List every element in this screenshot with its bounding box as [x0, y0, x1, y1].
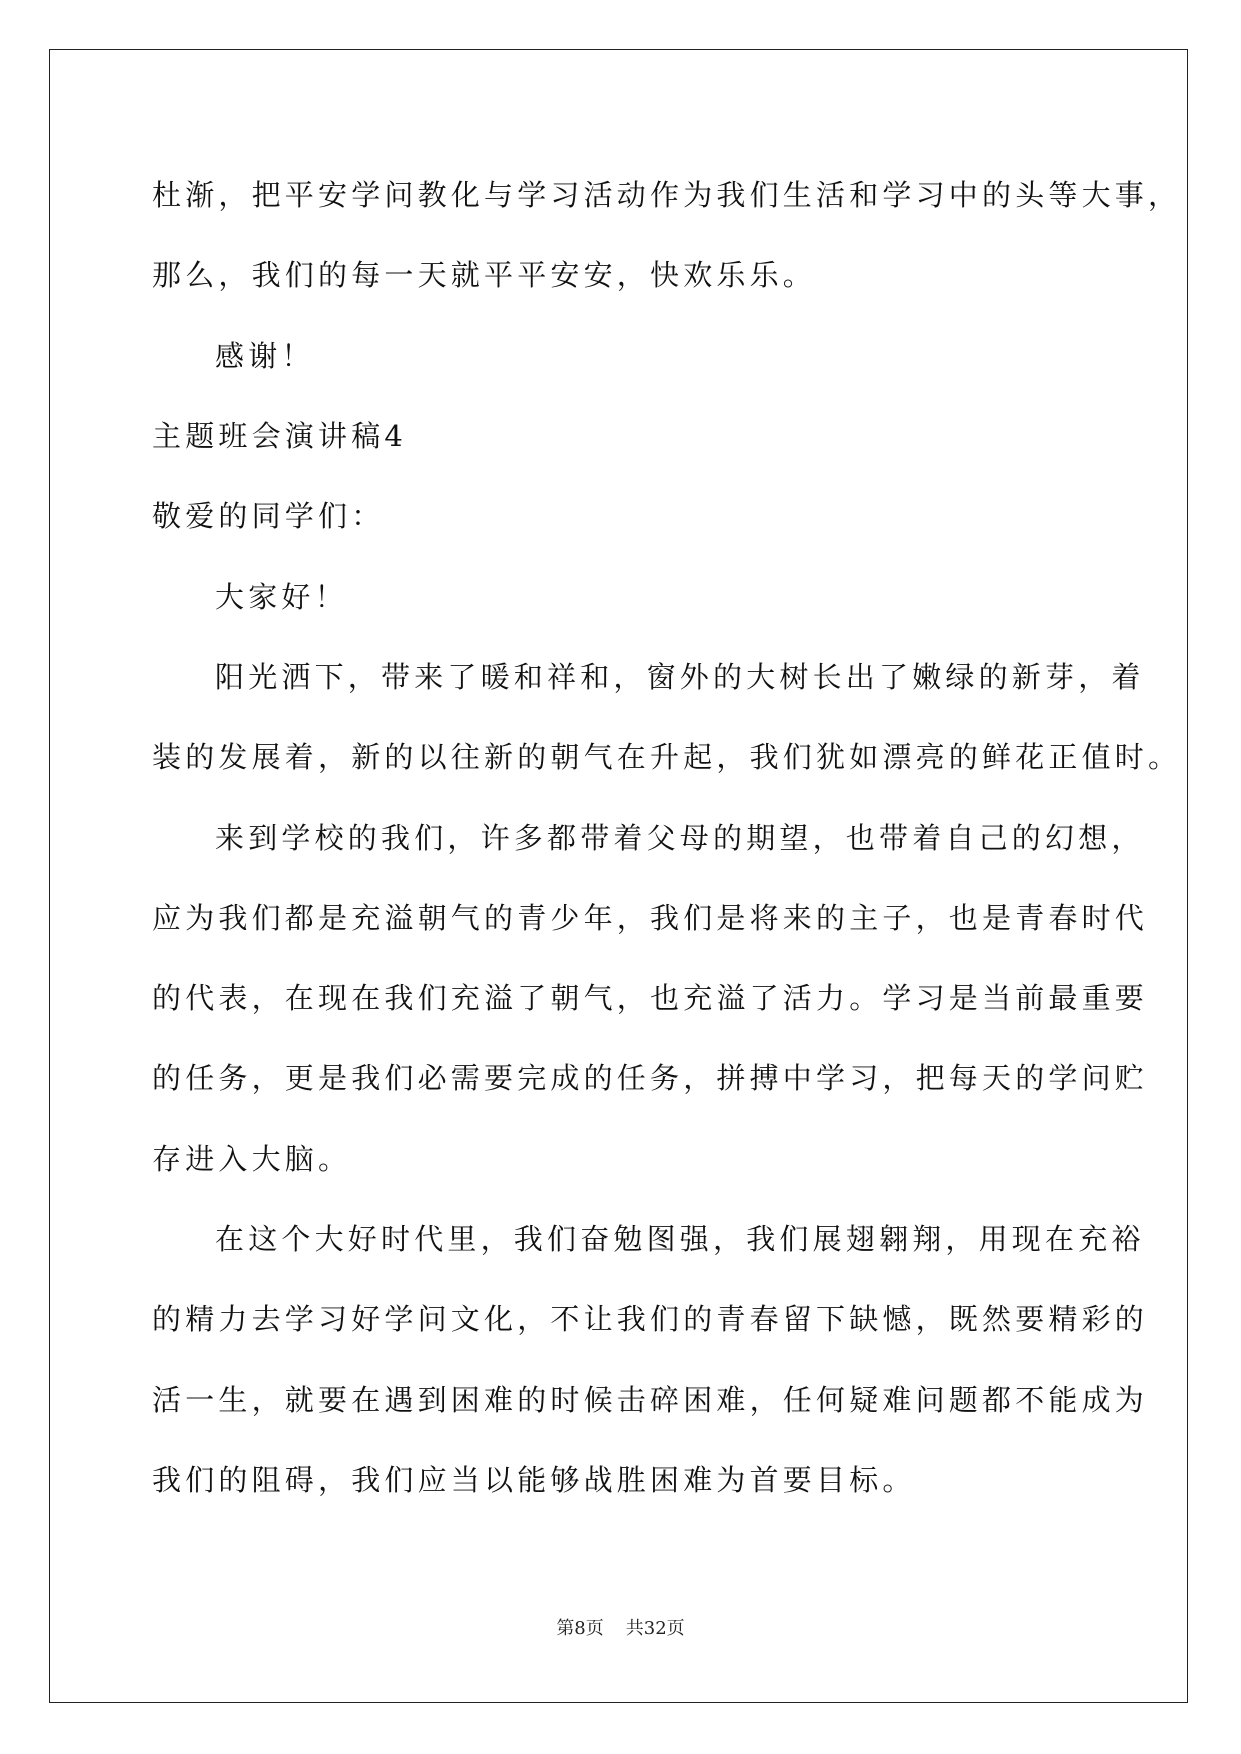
text-line: 装的发展着，新的以往新的朝气在升起，我们犹如漂亮的鲜花正值时。: [152, 740, 1182, 774]
page-total: 共32页: [625, 1618, 685, 1639]
text-line: 活一生，就要在遇到困难的时候击碎困难，任何疑难问题都不能成为: [152, 1383, 1149, 1417]
text-line: 的代表，在现在我们充溢了朝气，也充溢了活力。学习是当前最重要: [152, 981, 1149, 1015]
text-line: 阳光洒下，带来了暖和祥和，窗外的大树长出了嫩绿的新芽，着: [215, 660, 1145, 694]
text-line: 的任务，更是我们必需要完成的任务，拼搏中学习，把每天的学问贮: [152, 1061, 1149, 1095]
page-border: [49, 49, 1188, 1703]
section-heading: 主题班会演讲稿4: [152, 419, 408, 453]
text-line: 杜渐，把平安学问教化与学习活动作为我们生活和学习中的头等大事，: [152, 178, 1182, 212]
text-line: 感谢！: [215, 339, 315, 373]
text-line: 在这个大好时代里，我们奋勉图强，我们展翅翱翔，用现在充裕: [215, 1222, 1145, 1256]
text-line: 的精力去学习好学问文化，不让我们的青春留下缺憾，既然要精彩的: [152, 1302, 1149, 1336]
text-line: 大家好！: [215, 580, 348, 614]
page-footer: [0, 1617, 1241, 1641]
text-line: 存进入大脑。: [152, 1142, 352, 1176]
text-line: 那么，我们的每一天就平平安安，快欢乐乐。: [152, 258, 817, 292]
text-line: 我们的阻碍，我们应当以能够战胜困难为首要目标。: [152, 1463, 916, 1497]
text-line: 来到学校的我们，许多都带着父母的期望，也带着自己的幻想，: [215, 821, 1145, 855]
text-line: 应为我们都是充溢朝气的青少年，我们是将来的主子，也是青春时代: [152, 901, 1149, 935]
page-number: 第8页: [556, 1618, 604, 1639]
salutation: 敬爱的同学们：: [152, 499, 385, 533]
